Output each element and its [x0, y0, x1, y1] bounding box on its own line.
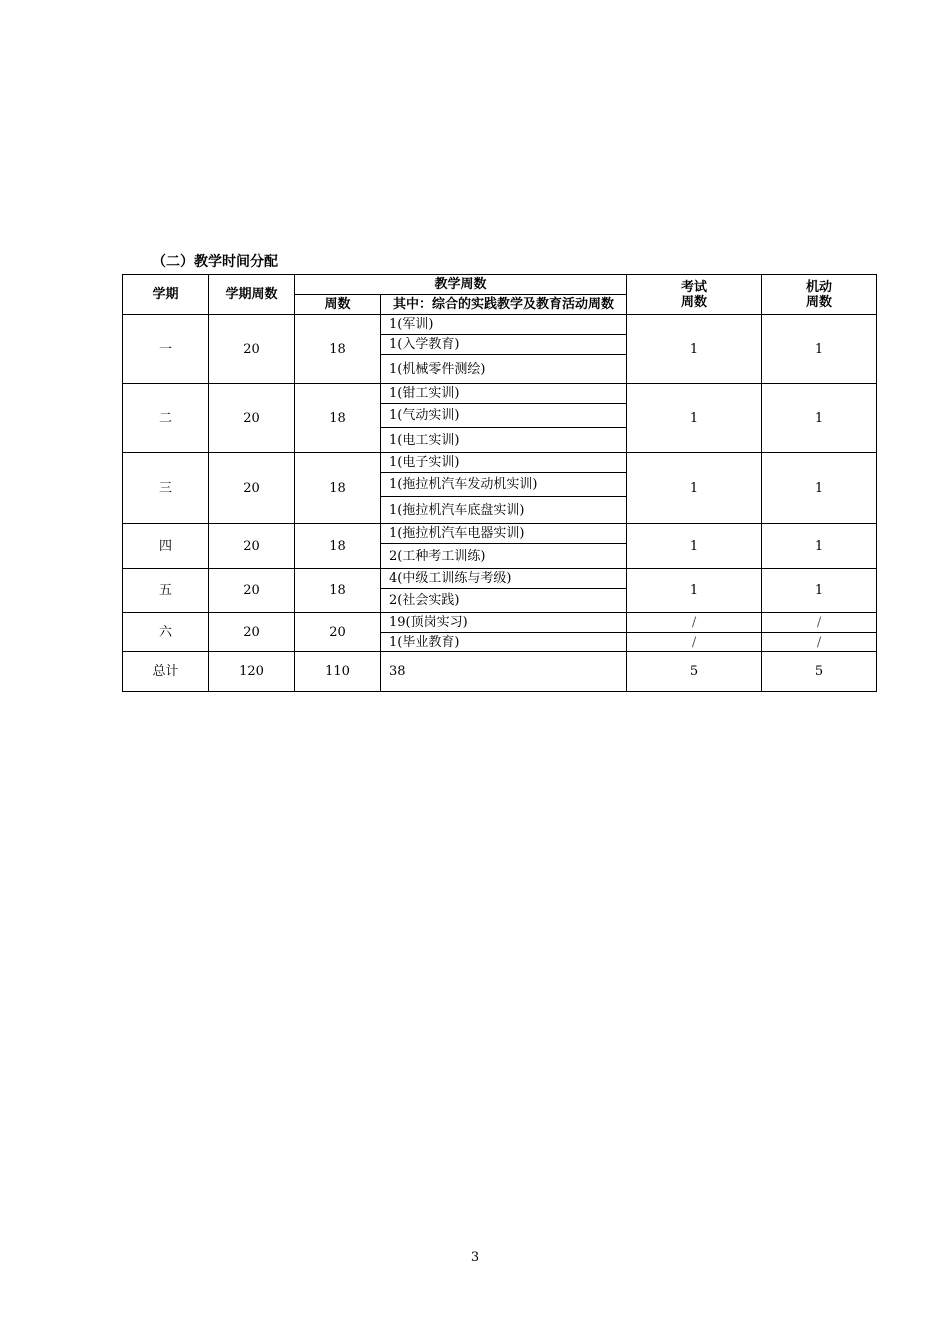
header-semester: 学期 [123, 275, 209, 315]
header-practice-weeks: 其中：综合的实践教学及教育活动周数 [381, 295, 627, 315]
exam-weeks-cell: 1 [627, 569, 762, 613]
flex-weeks-cell: 1 [762, 453, 877, 524]
activity-cell: 1(拖拉机汽车底盘实训) [381, 497, 627, 524]
teaching-time-table [122, 274, 877, 692]
total-label: 总计 [123, 652, 209, 692]
activity-cell: 1(钳工实训) [381, 384, 627, 404]
header-semester-weeks: 学期周数 [209, 275, 295, 315]
semester-cell: 二 [123, 384, 209, 453]
semester-weeks-cell: 20 [209, 613, 295, 652]
exam-weeks-cell: / [627, 633, 762, 652]
exam-weeks-cell: / [627, 613, 762, 633]
activity-cell: 1(军训) [381, 315, 627, 335]
activity-cell: 1(电工实训) [381, 428, 627, 453]
weeks-cell: 20 [295, 613, 381, 652]
header-teaching-weeks: 教学周数 [295, 275, 627, 295]
activity-cell: 1(拖拉机汽车电器实训) [381, 524, 627, 544]
semester-weeks-cell: 20 [209, 569, 295, 613]
total-practice-weeks: 38 [381, 652, 627, 692]
semester-cell: 四 [123, 524, 209, 569]
activity-cell: 1(气动实训) [381, 404, 627, 428]
activity-cell: 1(机械零件测绘) [381, 355, 627, 384]
header-weeks: 周数 [295, 295, 381, 315]
weeks-cell: 18 [295, 569, 381, 613]
header-exam-weeks: 考试 周数 [627, 275, 762, 315]
activity-cell: 19(顶岗实习) [381, 613, 627, 633]
weeks-cell: 18 [295, 524, 381, 569]
flex-weeks-cell: 1 [762, 384, 877, 453]
flex-weeks-cell: 1 [762, 569, 877, 613]
weeks-cell: 18 [295, 453, 381, 524]
activity-cell: 1(毕业教育) [381, 633, 627, 652]
header-flex-weeks: 机动 周数 [762, 275, 877, 315]
weeks-cell: 18 [295, 384, 381, 453]
semester-weeks-cell: 20 [209, 453, 295, 524]
semester-cell: 三 [123, 453, 209, 524]
flex-weeks-cell: 1 [762, 315, 877, 384]
total-exam-weeks: 5 [627, 652, 762, 692]
exam-weeks-cell: 1 [627, 524, 762, 569]
exam-weeks-cell: 1 [627, 453, 762, 524]
flex-weeks-cell: / [762, 613, 877, 633]
total-semester-weeks: 120 [209, 652, 295, 692]
semester-weeks-cell: 20 [209, 315, 295, 384]
total-flex-weeks: 5 [762, 652, 877, 692]
semester-weeks-cell: 20 [209, 384, 295, 453]
weeks-cell: 18 [295, 315, 381, 384]
activity-cell: 1(拖拉机汽车发动机实训) [381, 473, 627, 497]
semester-cell: 五 [123, 569, 209, 613]
flex-weeks-cell: / [762, 633, 877, 652]
total-weeks: 110 [295, 652, 381, 692]
flex-weeks-cell: 1 [762, 524, 877, 569]
page-number: 3 [470, 1250, 480, 1265]
semester-cell: 一 [123, 315, 209, 384]
semester-cell: 六 [123, 613, 209, 652]
semester-weeks-cell: 20 [209, 524, 295, 569]
activity-cell: 2(社会实践) [381, 589, 627, 613]
section-heading: （二）教学时间分配 [152, 254, 278, 270]
exam-weeks-cell: 1 [627, 315, 762, 384]
activity-cell: 2(工种考工训练) [381, 544, 627, 569]
activity-cell: 1(电子实训) [381, 453, 627, 473]
exam-weeks-cell: 1 [627, 384, 762, 453]
activity-cell: 1(入学教育) [381, 335, 627, 355]
activity-cell: 4(中级工训练与考级) [381, 569, 627, 589]
